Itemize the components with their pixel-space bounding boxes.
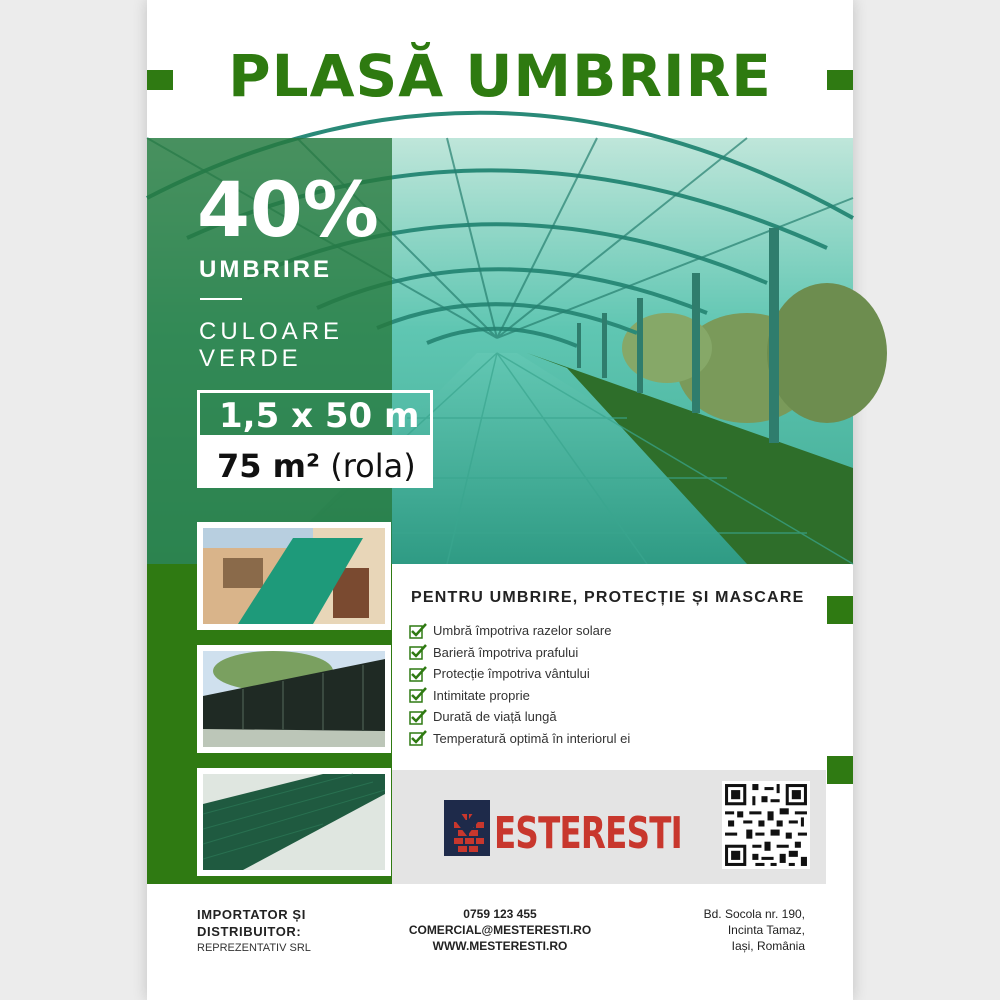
roll-area: [217, 447, 416, 485]
checkmark-icon: [409, 623, 427, 639]
features-list: [409, 620, 630, 749]
brick-icon: [444, 800, 490, 856]
importer-name: REPREZENTATIV SRL: [197, 942, 311, 954]
page-title: PLASĂ UMBRIRE: [228, 42, 772, 110]
list-item: [409, 728, 630, 750]
thumb-mesh-closeup: [197, 768, 391, 876]
area-note: (rola): [330, 447, 416, 485]
checkmark-icon: [409, 687, 427, 703]
side-mark-mid-right: [827, 596, 853, 624]
phone-link[interactable]: 0759 123 455: [463, 907, 537, 921]
shade-percentage: 40%: [197, 165, 379, 254]
list-item: [409, 685, 630, 707]
feature-text: Protecție împotriva vântului: [433, 666, 590, 682]
address-line: Iași, România: [731, 939, 805, 953]
feature-text: Durată de viață lungă: [433, 709, 557, 725]
checkmark-icon: [409, 666, 427, 682]
feature-text: Umbră împotriva razelor solare: [433, 623, 612, 639]
list-item: [409, 642, 630, 664]
contact-block: [387, 906, 613, 954]
side-mark-low-right: [827, 756, 853, 784]
divider-line: [200, 298, 242, 300]
thumb-balcony-shade: [197, 522, 391, 630]
thumb-fence-mesh: [197, 645, 391, 753]
color-label-line2: VERDE: [199, 345, 302, 372]
list-item: [409, 620, 630, 642]
area-value: 75 m²: [217, 447, 321, 485]
roll-dimensions: 1,5 x 50 m: [219, 396, 420, 436]
feature-text: Intimitate proprie: [433, 687, 530, 703]
shade-label: UMBRIRE: [199, 256, 332, 283]
feature-text: Barieră împotriva prafului: [433, 644, 579, 660]
color-label-line1: CULOARE: [199, 318, 344, 345]
product-flyer: [147, 0, 853, 1000]
email-link[interactable]: COMERCIAL@MESTERESTI.RO: [408, 923, 592, 937]
address-line: Bd. Socola nr. 190,: [703, 907, 805, 921]
mesteresti-logo: [442, 792, 687, 862]
list-item: [409, 706, 630, 728]
address-line: Incinta Tamaz,: [727, 923, 805, 937]
feature-text: Temperatură optimă în interiorul ei: [433, 730, 631, 746]
checkmark-icon: [409, 709, 427, 725]
website-link[interactable]: WWW.MESTERESTI.RO: [432, 939, 568, 953]
features-heading: PENTRU UMBRIRE, PROTECȚIE ȘI MASCARE: [411, 589, 805, 606]
list-item: [409, 663, 630, 685]
address-block: [704, 906, 805, 954]
qr-code: [722, 781, 810, 869]
checkmark-icon: [409, 644, 427, 660]
checkmark-icon: [409, 730, 427, 746]
svg-text:ESTERESTI: ESTERESTI: [494, 808, 682, 859]
importer-title: IMPORTATOR ȘI DISTRIBUITOR:: [197, 907, 306, 939]
